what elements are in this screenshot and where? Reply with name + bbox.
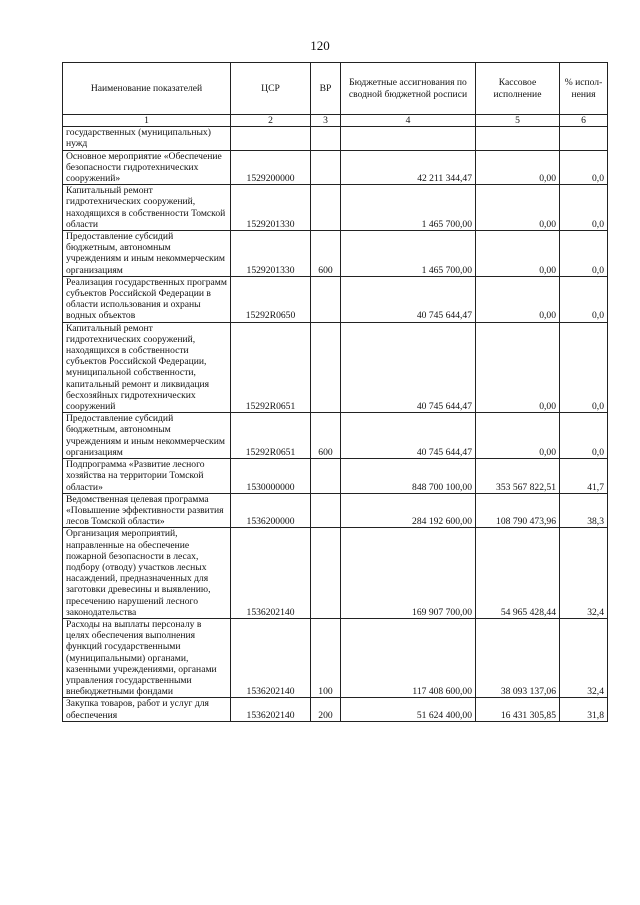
- row-percent-cell: 31,8: [560, 698, 608, 721]
- row-name-cell: Капитальный ремонт гидротехнических сооружений, находящихся в собственности Томской области: [63, 185, 231, 231]
- row-name-cell: Подпрограмма «Развитие лесного хозяйства на территории Томской области»: [63, 459, 231, 494]
- row-name-cell: Ведомственная целевая программа «Повышение эффективности развития лесов Томской области»: [63, 493, 231, 528]
- column-number: 6: [560, 115, 608, 127]
- budget-execution-table: [62, 62, 608, 722]
- row-vr-cell: [311, 276, 341, 322]
- row-csr-cell: 1530000000: [231, 459, 311, 494]
- header-csr: ЦСР: [231, 63, 311, 115]
- row-cash-cell: 0,00: [476, 413, 560, 459]
- row-budget-cell: 848 700 100,00: [341, 459, 476, 494]
- header-budget: Бюджетные ассигнования по сводной бюджетной росписи: [341, 63, 476, 115]
- table-row: [63, 276, 608, 322]
- row-percent-cell: 32,4: [560, 618, 608, 697]
- table-body: [63, 115, 608, 722]
- table-row: [63, 413, 608, 459]
- row-vr-cell: 600: [311, 231, 341, 277]
- row-vr-cell: [311, 127, 341, 150]
- row-budget-cell: 1 465 700,00: [341, 231, 476, 277]
- row-percent-cell: 41,7: [560, 459, 608, 494]
- row-cash-cell: 353 567 822,51: [476, 459, 560, 494]
- row-csr-cell: [231, 127, 311, 150]
- row-budget-cell: [341, 127, 476, 150]
- column-number: 3: [311, 115, 341, 127]
- row-name-cell: Реализация государственных программ субъектов Российской Федерации в области использования и охраны водных объектов: [63, 276, 231, 322]
- row-cash-cell: 0,00: [476, 276, 560, 322]
- row-cash-cell: [476, 127, 560, 150]
- header-name: Наименование показателей: [63, 63, 231, 115]
- row-percent-cell: 0,0: [560, 150, 608, 185]
- row-csr-cell: 15292R0651: [231, 322, 311, 413]
- row-name-cell: Расходы на выплаты персоналу в целях обеспечения выполнения функций государственными (муниципальными) органами, казенными учреждениями, органами управления государственными внебюджетными фондами: [63, 618, 231, 697]
- row-csr-cell: 1536202140: [231, 698, 311, 721]
- row-vr-cell: [311, 493, 341, 528]
- column-number: 4: [341, 115, 476, 127]
- row-percent-cell: 0,0: [560, 276, 608, 322]
- row-cash-cell: 38 093 137,06: [476, 618, 560, 697]
- row-budget-cell: 40 745 644,47: [341, 413, 476, 459]
- row-csr-cell: 1536202140: [231, 528, 311, 619]
- row-vr-cell: 600: [311, 413, 341, 459]
- table-row: [63, 185, 608, 231]
- row-budget-cell: 40 745 644,47: [341, 322, 476, 413]
- row-csr-cell: 1529201330: [231, 231, 311, 277]
- row-budget-cell: 42 211 344,47: [341, 150, 476, 185]
- row-cash-cell: 0,00: [476, 185, 560, 231]
- table-row: [63, 231, 608, 277]
- row-csr-cell: 15292R0650: [231, 276, 311, 322]
- row-csr-cell: 1529201330: [231, 185, 311, 231]
- row-name-cell: Основное мероприятие «Обеспечение безопасности гидротехнических сооружений»: [63, 150, 231, 185]
- column-number-row: [63, 115, 608, 127]
- row-budget-cell: 284 192 600,00: [341, 493, 476, 528]
- table-row: [63, 698, 608, 721]
- row-name-cell: Предоставление субсидий бюджетным, автономным учреждениям и иным некоммерческим организациям: [63, 413, 231, 459]
- row-csr-cell: 1536202140: [231, 618, 311, 697]
- row-percent-cell: 0,0: [560, 185, 608, 231]
- header-vr: ВР: [311, 63, 341, 115]
- row-cash-cell: 108 790 473,96: [476, 493, 560, 528]
- row-budget-cell: 51 624 400,00: [341, 698, 476, 721]
- row-cash-cell: 0,00: [476, 322, 560, 413]
- row-vr-cell: 200: [311, 698, 341, 721]
- column-number: 5: [476, 115, 560, 127]
- table-row: [63, 528, 608, 619]
- row-budget-cell: 1 465 700,00: [341, 185, 476, 231]
- row-name-cell: Закупка товаров, работ и услуг для обеспечения: [63, 698, 231, 721]
- row-percent-cell: 38,3: [560, 493, 608, 528]
- row-name-cell: Предоставление субсидий бюджетным, автономным учреждениям и иным некоммерческим организациям: [63, 231, 231, 277]
- row-percent-cell: 0,0: [560, 413, 608, 459]
- row-budget-cell: 117 408 600,00: [341, 618, 476, 697]
- table-row: [63, 618, 608, 697]
- row-cash-cell: 0,00: [476, 150, 560, 185]
- column-number: 1: [63, 115, 231, 127]
- row-percent-cell: [560, 127, 608, 150]
- header-percent: % испол-нения: [560, 63, 608, 115]
- table-row: [63, 459, 608, 494]
- row-percent-cell: 0,0: [560, 231, 608, 277]
- table-row: [63, 127, 608, 150]
- table-row: [63, 150, 608, 185]
- row-vr-cell: [311, 459, 341, 494]
- table-row: [63, 493, 608, 528]
- column-number: 2: [231, 115, 311, 127]
- row-name-cell: государственных (муниципальных) нужд: [63, 127, 231, 150]
- table-header: [63, 63, 608, 115]
- row-percent-cell: 32,4: [560, 528, 608, 619]
- row-vr-cell: [311, 150, 341, 185]
- row-percent-cell: 0,0: [560, 322, 608, 413]
- header-cash: Кассовое исполнение: [476, 63, 560, 115]
- row-name-cell: Капитальный ремонт гидротехнических сооружений, находящихся в собственности субъектов Российской Федерации, муниципальной собственности, капитальный ремонт и ликвидация бесхозяйных гидротехнических сооружений: [63, 322, 231, 413]
- row-budget-cell: 40 745 644,47: [341, 276, 476, 322]
- row-cash-cell: 0,00: [476, 231, 560, 277]
- page-number: 120: [310, 38, 330, 53]
- row-csr-cell: 1536200000: [231, 493, 311, 528]
- row-cash-cell: 16 431 305,85: [476, 698, 560, 721]
- row-vr-cell: [311, 185, 341, 231]
- row-vr-cell: 100: [311, 618, 341, 697]
- row-vr-cell: [311, 322, 341, 413]
- row-csr-cell: 1529200000: [231, 150, 311, 185]
- row-vr-cell: [311, 528, 341, 619]
- row-budget-cell: 169 907 700,00: [341, 528, 476, 619]
- row-name-cell: Организация мероприятий, направленные на обеспечение пожарной безопасности в лесах, подбору (отводу) участков лесных насаждений, предназначенных для заготовки древесины и выявлению, пресечению нарушений лесного законодательства: [63, 528, 231, 619]
- row-cash-cell: 54 965 428,44: [476, 528, 560, 619]
- table-row: [63, 322, 608, 413]
- row-csr-cell: 15292R0651: [231, 413, 311, 459]
